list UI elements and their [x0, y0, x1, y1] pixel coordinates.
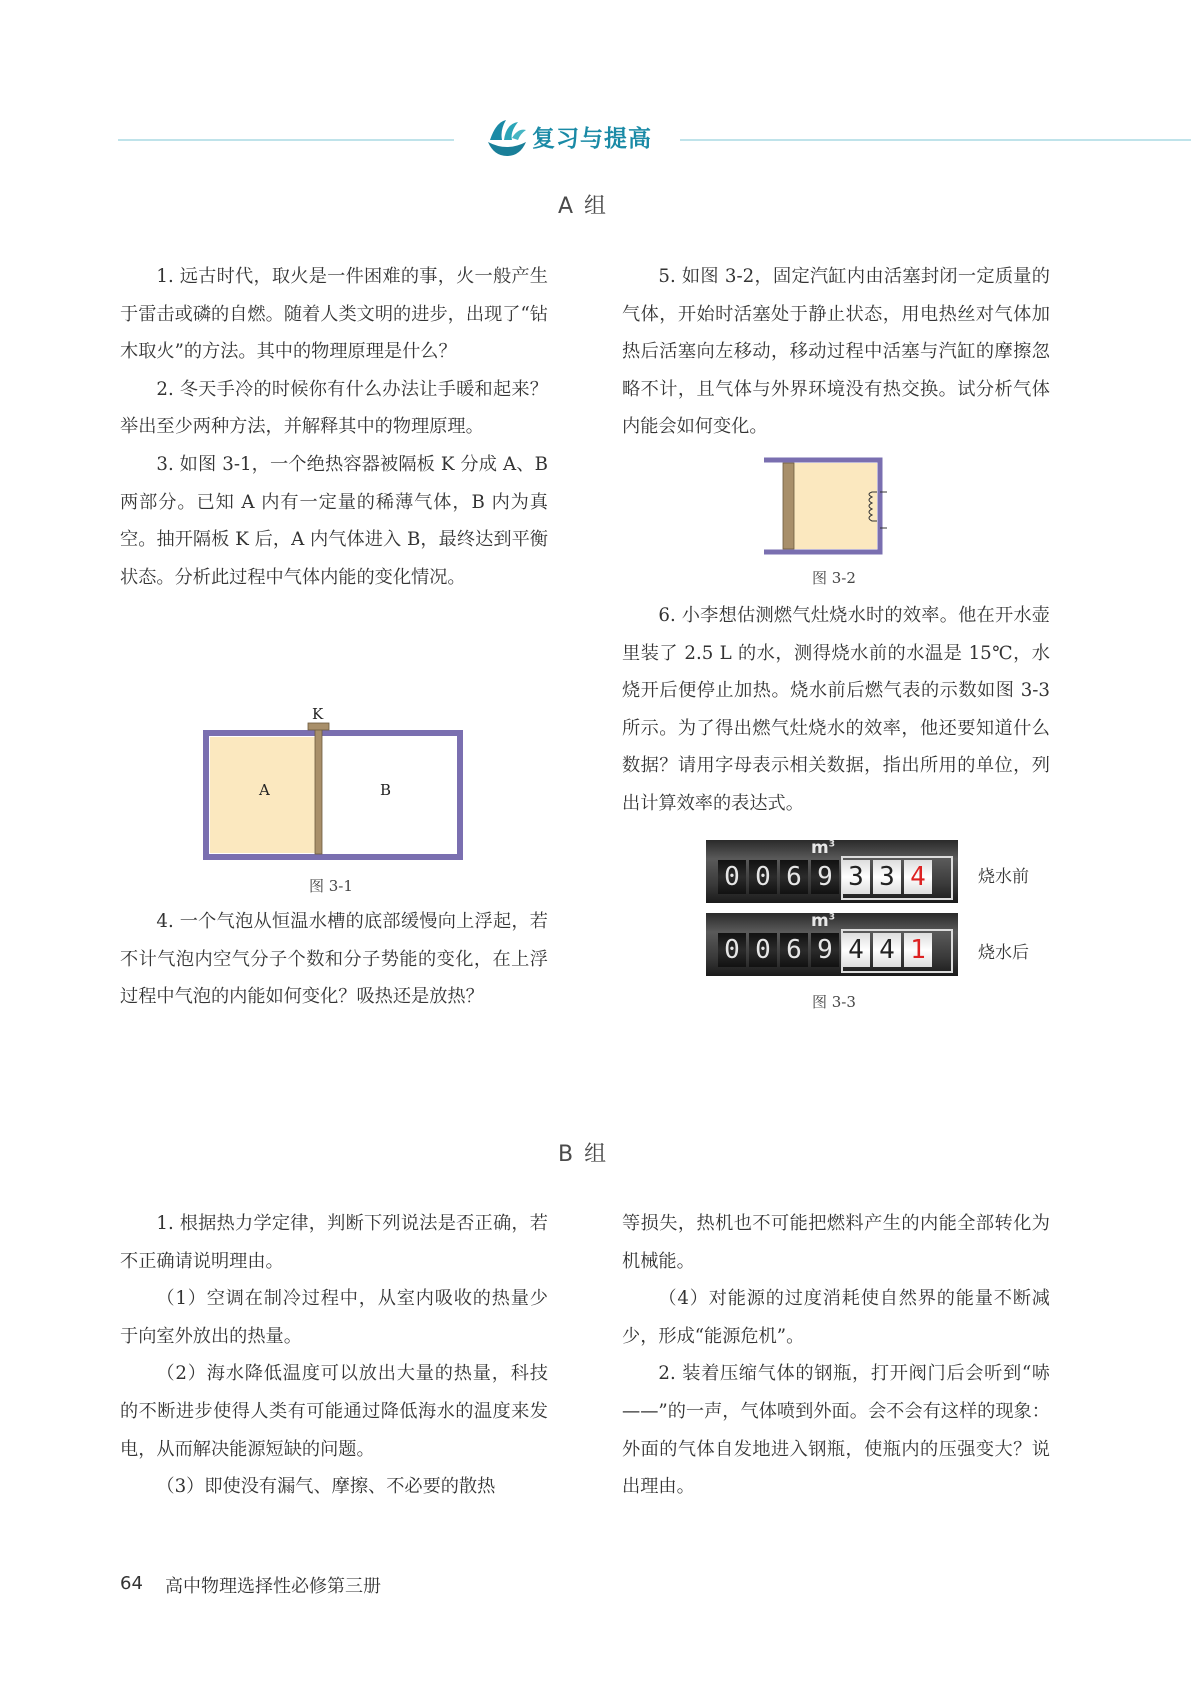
meter-digit: 4: [873, 933, 901, 967]
question-a1: 1. 远古时代，取火是一件困难的事，火一般产生于雷击或磷的自燃。随着人类文明的进步，出现了“钻木取火”的方法。其中的物理原理是什么？: [120, 266, 548, 363]
question-b1-item1: （1）空调在制冷过程中，从室内吸收的热量少于向室外放出的热量。: [120, 1288, 548, 1347]
page-number: 64: [120, 1573, 143, 1594]
question-b1-item3-continued: 等损失，热机也不可能把燃料产生的内能全部转化为机械能。: [622, 1213, 1050, 1272]
book-title: 高中物理选择性必修第三册: [165, 1576, 381, 1597]
meter-digit: 0: [749, 933, 777, 967]
group-b-title: B 组: [558, 1142, 609, 1167]
meter-digit: 0: [718, 933, 746, 967]
figure-3-2: [760, 456, 900, 556]
figure-3-1-label-b: B: [380, 781, 392, 799]
group-b-left-column: [120, 1205, 548, 1506]
meter-unit: $m^3$: [811, 838, 835, 858]
figure-3-3-caption: 图 3-3: [812, 993, 856, 1011]
question-b2: 2. 装着压缩气体的钢瓶，打开阀门后会听到“哧——”的一声，气体喷到外面。会不会有这样的现象：外面的气体自发地进入钢瓶，使瓶内的压强变大？说出理由。: [622, 1363, 1050, 1498]
question-a4: 4. 一个气泡从恒温水槽的底部缓慢向上浮起，若不计气泡内空气分子个数和分子势能的变化，在上浮过程中气泡的内能如何变化？吸热还是放热？: [120, 911, 548, 1008]
meter-digit: 3: [842, 860, 870, 894]
header-rule-left: [118, 139, 454, 141]
question-b1: 1. 根据热力学定律，判断下列说法是否正确，若不正确请说明理由。: [120, 1213, 548, 1272]
figure-3-2-caption: 图 3-2: [812, 569, 856, 587]
group-a-right-column: [622, 258, 1050, 446]
meter-digit: 9: [811, 933, 839, 967]
question-b1-item2: （2）海水降低温度可以放出大量的热量，科技的不断进步使得人类有可能通过降低海水的温度来发电，从而解决能源短缺的问题。: [120, 1363, 548, 1460]
question-b1-item3: （3）即使没有漏气、摩擦、不必要的散热: [156, 1476, 496, 1498]
group-a-left-column: [120, 258, 548, 596]
figure-3-1: [200, 705, 470, 860]
meter-digit: 1: [904, 933, 932, 967]
figure-3-1-label-a: A: [259, 781, 270, 799]
figure-3-1-caption: 图 3-1: [309, 877, 353, 895]
meter-digit: 6: [780, 933, 808, 967]
meter-digit: 4: [842, 933, 870, 967]
question-a6: 6. 小李想估测燃气灶烧水时的效率。他在开水壶里装了 2.5 L 的水，测得烧水前的水温是 15℃，水烧开后便停止加热。烧水前后燃气表的示数如图 3-3 所示。为了得出燃气灶烧水的效率，他还要知道什么数据？请用字母表示相关数据，指出所用的单位，列出计算效率的表达式。: [622, 605, 1050, 814]
gas-meter-after: [706, 913, 958, 976]
meter-label-after: 烧水后: [978, 943, 1029, 963]
gas-meter-before: [706, 840, 958, 903]
group-b-right-column: [622, 1205, 1050, 1506]
question-a2: 2. 冬天手冷的时候你有什么办法让手暖和起来？举出至少两种方法，并解释其中的物理原理。: [120, 378, 548, 438]
meter-digit: 9: [811, 860, 839, 894]
figure-3-1-label-k: K: [312, 705, 324, 723]
group-a-title: A 组: [558, 194, 609, 219]
meter-digit: 3: [873, 860, 901, 894]
meter-digit: 0: [749, 860, 777, 894]
question-a3: 3. 如图 3-1，一个绝热容器被隔板 K 分成 A、B 两部分。已知 A 内有一定量的稀薄气体，B 内为真空。抽开隔板 K 后，A 内气体进入 B，最终达到平衡状态。分析此过程中气体内能的变化情况。: [120, 453, 548, 588]
group-a-right-column-2: [622, 597, 1050, 823]
meter-unit: $m^3$: [811, 911, 835, 931]
meter-digit: 4: [904, 860, 932, 894]
group-a-left-column-2: [120, 903, 548, 1016]
header-rule-right: [680, 139, 1191, 141]
question-a5: 5. 如图 3-2，固定汽缸内由活塞封闭一定质量的气体，开始时活塞处于静止状态，用电热丝对气体加热后活塞向左移动，移动过程中活塞与汽缸的摩擦忽略不计，且气体与外界环境没有热交换。试分析气体内能会如何变化。: [622, 266, 1050, 438]
section-title: 复习与提高: [532, 126, 652, 152]
meter-digit: 0: [718, 860, 746, 894]
meter-label-before: 烧水前: [978, 867, 1029, 887]
question-b1-item4: （4）对能源的过度消耗使自然界的能量不断减少，形成“能源危机”。: [622, 1288, 1050, 1347]
meter-digit: 6: [780, 860, 808, 894]
section-logo-icon: [486, 116, 528, 158]
